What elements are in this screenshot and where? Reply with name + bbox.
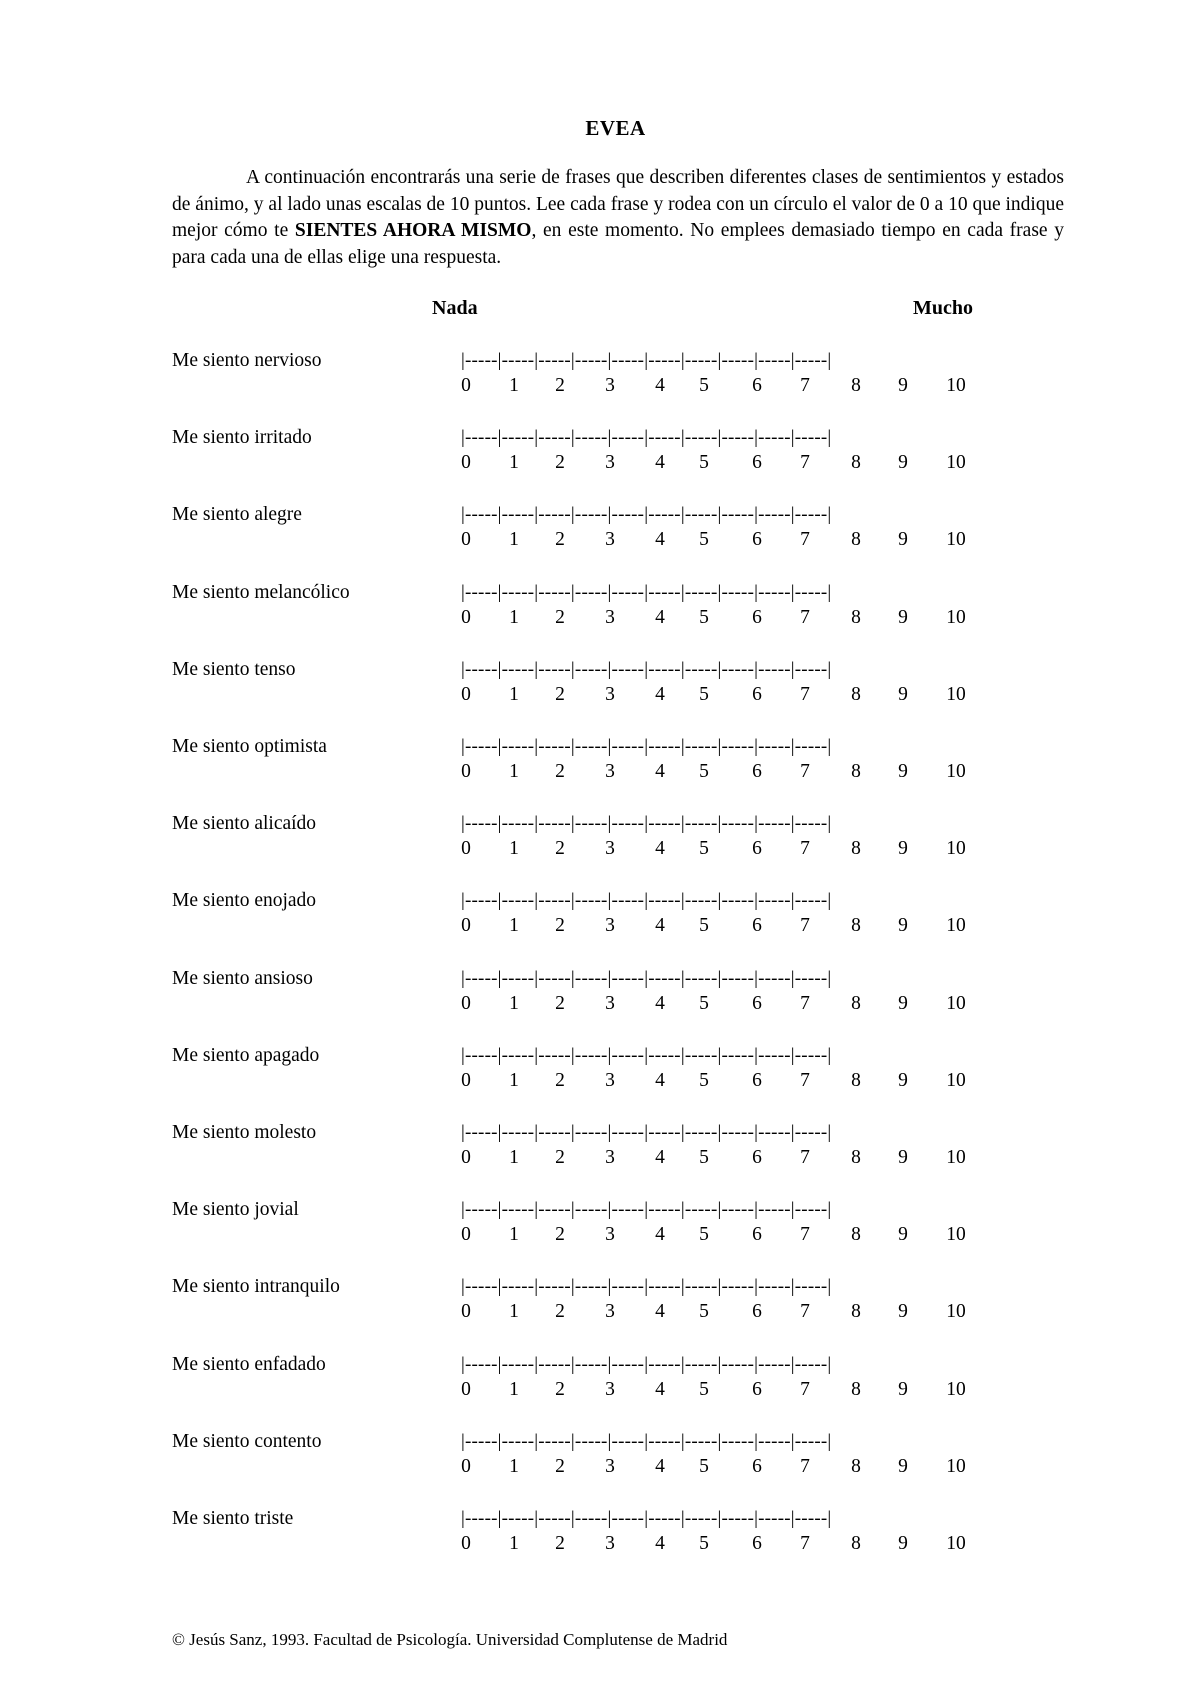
- rating-option-4[interactable]: 4: [655, 992, 665, 1014]
- rating-option-8[interactable]: 8: [851, 915, 861, 937]
- item-statement: Me siento apagado: [172, 1044, 320, 1066]
- rating-option-8[interactable]: 8: [851, 1533, 861, 1554]
- rating-option-1[interactable]: 1: [509, 915, 519, 937]
- rating-option-1[interactable]: 1: [509, 1378, 519, 1400]
- rating-scale-line: |-----|-----|-----|-----|-----|-----|-----|-----|-----|-----|: [461, 581, 832, 603]
- rating-option-6[interactable]: 6: [752, 452, 762, 474]
- item-statement: Me siento enojado: [172, 890, 317, 912]
- rating-option-2[interactable]: 2: [555, 992, 565, 1014]
- rating-option-3[interactable]: 3: [605, 915, 615, 937]
- item-statement: Me siento triste: [172, 1508, 294, 1529]
- rating-option-4[interactable]: 4: [655, 761, 665, 782]
- rating-option-2[interactable]: 2: [555, 1224, 565, 1246]
- scale-item-row: [0, 1276, 1200, 1346]
- rating-option-5[interactable]: 5: [699, 529, 709, 551]
- rating-option-7[interactable]: 7: [800, 375, 810, 396]
- rating-option-8[interactable]: 8: [851, 1069, 861, 1091]
- rating-option-9[interactable]: 9: [898, 683, 908, 705]
- rating-option-3[interactable]: 3: [605, 529, 615, 551]
- rating-option-10[interactable]: 10: [946, 761, 966, 782]
- rating-option-3[interactable]: 3: [605, 1533, 615, 1554]
- rating-option-0[interactable]: 0: [461, 838, 471, 860]
- scale-item-row: [0, 1508, 1200, 1578]
- rating-option-8[interactable]: 8: [851, 1147, 861, 1168]
- rating-option-4[interactable]: 4: [655, 375, 665, 396]
- scale-item-row: [0, 1045, 1200, 1115]
- rating-option-2[interactable]: 2: [555, 1147, 565, 1168]
- rating-option-5[interactable]: 5: [699, 606, 709, 628]
- rating-option-6[interactable]: 6: [752, 606, 762, 628]
- rating-option-5[interactable]: 5: [699, 683, 709, 705]
- rating-option-9[interactable]: 9: [898, 1301, 908, 1323]
- rating-scale-values: [0, 1070, 1200, 1096]
- rating-option-6[interactable]: 6: [752, 1533, 762, 1554]
- rating-option-10[interactable]: 10: [946, 529, 966, 551]
- rating-scale-values: [0, 838, 1200, 864]
- rating-option-8[interactable]: 8: [851, 992, 861, 1014]
- scale-item-row: [0, 1199, 1200, 1269]
- rating-option-6[interactable]: 6: [752, 1224, 762, 1246]
- rating-option-4[interactable]: 4: [655, 1533, 665, 1554]
- scale-low-label: Nada: [432, 297, 478, 319]
- rating-scale-values: [0, 915, 1200, 941]
- rating-option-7[interactable]: 7: [800, 1069, 810, 1091]
- rating-option-6[interactable]: 6: [752, 1069, 762, 1091]
- rating-option-8[interactable]: 8: [851, 606, 861, 628]
- rating-option-9[interactable]: 9: [898, 452, 908, 474]
- rating-option-0[interactable]: 0: [461, 1455, 471, 1477]
- rating-option-3[interactable]: 3: [605, 452, 615, 474]
- rating-scale-values: [0, 1533, 1200, 1559]
- rating-option-2[interactable]: 2: [555, 1378, 565, 1400]
- rating-option-7[interactable]: 7: [800, 1378, 810, 1400]
- rating-option-4[interactable]: 4: [655, 1147, 665, 1168]
- rating-scale-line: |-----|-----|-----|-----|-----|-----|-----|-----|-----|-----|: [461, 1199, 832, 1221]
- rating-option-6[interactable]: 6: [752, 915, 762, 937]
- rating-scale-values: [0, 1379, 1200, 1405]
- rating-option-5[interactable]: 5: [699, 1224, 709, 1246]
- rating-option-4[interactable]: 4: [655, 452, 665, 474]
- rating-option-10[interactable]: 10: [946, 1455, 966, 1477]
- rating-option-9[interactable]: 9: [898, 1533, 908, 1554]
- item-statement: Me siento tenso: [172, 658, 296, 680]
- scale-item-row: [0, 813, 1200, 883]
- rating-option-7[interactable]: 7: [800, 838, 810, 860]
- rating-option-7[interactable]: 7: [800, 992, 810, 1014]
- scale-item-row: [0, 350, 1200, 420]
- rating-scale-line: |-----|-----|-----|-----|-----|-----|-----|-----|-----|-----|: [461, 504, 832, 526]
- rating-option-2[interactable]: 2: [555, 375, 565, 396]
- rating-option-3[interactable]: 3: [605, 375, 615, 396]
- rating-option-4[interactable]: 4: [655, 915, 665, 937]
- rating-scale-line: |-----|-----|-----|-----|-----|-----|-----|-----|-----|-----|: [461, 1508, 832, 1529]
- item-statement: Me siento alegre: [172, 504, 302, 526]
- rating-option-9[interactable]: 9: [898, 1224, 908, 1246]
- rating-option-6[interactable]: 6: [752, 529, 762, 551]
- rating-option-2[interactable]: 2: [555, 683, 565, 705]
- rating-option-7[interactable]: 7: [800, 1301, 810, 1323]
- rating-scale-line: |-----|-----|-----|-----|-----|-----|-----|-----|-----|-----|: [461, 350, 832, 371]
- scale-item-row: [0, 1122, 1200, 1192]
- rating-option-6[interactable]: 6: [752, 992, 762, 1014]
- rating-option-5[interactable]: 5: [699, 915, 709, 937]
- rating-option-1[interactable]: 1: [509, 606, 519, 628]
- rating-scale-line: |-----|-----|-----|-----|-----|-----|-----|-----|-----|-----|: [461, 1122, 832, 1143]
- rating-option-0[interactable]: 0: [461, 529, 471, 551]
- instructions-text-start: A continuación encontrarás una serie de frases que describen diferentes clases de sentimientos y estados de ánimo, y al lado unas escalas de 10 puntos. Lee cada frase y rodea con un círculo el valor de 0 a 10 que indique mejor cómo te: [172, 167, 1064, 241]
- item-statement: Me siento optimista: [172, 736, 327, 757]
- rating-scale-line: |-----|-----|-----|-----|-----|-----|-----|-----|-----|-----|: [461, 890, 832, 912]
- copyright-footer: © Jesús Sanz, 1993. Facultad de Psicología. Universidad Complutense de Madrid: [172, 1630, 728, 1649]
- rating-option-3[interactable]: 3: [605, 1224, 615, 1246]
- rating-option-4[interactable]: 4: [655, 1301, 665, 1323]
- rating-scale-values: [0, 607, 1200, 633]
- rating-option-10[interactable]: 10: [946, 375, 966, 396]
- scale-item-row: [0, 504, 1200, 574]
- scale-item-row: [0, 582, 1200, 652]
- rating-option-3[interactable]: 3: [605, 1069, 615, 1091]
- instructions-text-end: , en este momento. No emplees demasiado tiempo en cada frase y para cada una de ellas elige una respuesta.: [172, 220, 1064, 268]
- rating-option-1[interactable]: 1: [509, 529, 519, 551]
- rating-scale-line: |-----|-----|-----|-----|-----|-----|-----|-----|-----|-----|: [461, 427, 832, 449]
- rating-option-4[interactable]: 4: [655, 529, 665, 551]
- rating-option-10[interactable]: 10: [946, 1378, 966, 1400]
- item-statement: Me siento molesto: [172, 1122, 317, 1143]
- rating-option-3[interactable]: 3: [605, 992, 615, 1014]
- rating-option-0[interactable]: 0: [461, 761, 471, 782]
- rating-option-8[interactable]: 8: [851, 683, 861, 705]
- rating-option-2[interactable]: 2: [555, 529, 565, 551]
- rating-option-1[interactable]: 1: [509, 1301, 519, 1323]
- rating-option-0[interactable]: 0: [461, 1301, 471, 1323]
- rating-option-4[interactable]: 4: [655, 683, 665, 705]
- rating-option-5[interactable]: 5: [699, 838, 709, 860]
- rating-option-8[interactable]: 8: [851, 529, 861, 551]
- item-statement: Me siento jovial: [172, 1199, 299, 1221]
- rating-option-10[interactable]: 10: [946, 606, 966, 628]
- rating-option-1[interactable]: 1: [509, 1147, 519, 1168]
- rating-option-3[interactable]: 3: [605, 761, 615, 782]
- rating-option-8[interactable]: 8: [851, 1224, 861, 1246]
- rating-option-4[interactable]: 4: [655, 1069, 665, 1091]
- rating-scale-values: [0, 1147, 1200, 1173]
- page-title: EVEA: [585, 116, 646, 140]
- rating-option-4[interactable]: 4: [655, 1455, 665, 1477]
- rating-option-10[interactable]: 10: [946, 838, 966, 860]
- rating-scale-line: |-----|-----|-----|-----|-----|-----|-----|-----|-----|-----|: [461, 1353, 832, 1375]
- rating-option-1[interactable]: 1: [509, 1069, 519, 1091]
- rating-option-2[interactable]: 2: [555, 606, 565, 628]
- rating-option-7[interactable]: 7: [800, 529, 810, 551]
- rating-scale-line: |-----|-----|-----|-----|-----|-----|-----|-----|-----|-----|: [461, 1044, 832, 1066]
- rating-option-0[interactable]: 0: [461, 452, 471, 474]
- rating-option-6[interactable]: 6: [752, 683, 762, 705]
- rating-option-5[interactable]: 5: [699, 1455, 709, 1477]
- rating-option-3[interactable]: 3: [605, 606, 615, 628]
- item-statement: Me siento intranquilo: [172, 1276, 340, 1298]
- rating-option-5[interactable]: 5: [699, 1147, 709, 1168]
- rating-option-1[interactable]: 1: [509, 761, 519, 782]
- scale-item-row: [0, 1354, 1200, 1424]
- rating-option-7[interactable]: 7: [800, 915, 810, 937]
- item-statement: Me siento irritado: [172, 427, 312, 449]
- rating-option-3[interactable]: 3: [605, 1455, 615, 1477]
- rating-option-8[interactable]: 8: [851, 1301, 861, 1323]
- rating-option-1[interactable]: 1: [509, 1224, 519, 1246]
- rating-option-5[interactable]: 5: [699, 375, 709, 396]
- rating-option-5[interactable]: 5: [699, 1533, 709, 1554]
- rating-option-8[interactable]: 8: [851, 375, 861, 396]
- rating-option-0[interactable]: 0: [461, 683, 471, 705]
- instructions-emphasis: SIENTES AHORA MISMO: [294, 220, 532, 241]
- rating-scale-values: [0, 375, 1200, 401]
- rating-option-9[interactable]: 9: [898, 529, 908, 551]
- rating-option-9[interactable]: 9: [898, 375, 908, 396]
- scale-item-row: [0, 1431, 1200, 1501]
- rating-option-7[interactable]: 7: [800, 1147, 810, 1168]
- rating-scale-values: [0, 761, 1200, 787]
- item-statement: Me siento melancólico: [172, 581, 350, 603]
- rating-scale-line: |-----|-----|-----|-----|-----|-----|-----|-----|-----|-----|: [461, 658, 832, 680]
- rating-option-0[interactable]: 0: [461, 1147, 471, 1168]
- rating-option-7[interactable]: 7: [800, 761, 810, 782]
- rating-option-2[interactable]: 2: [555, 1455, 565, 1477]
- rating-option-1[interactable]: 1: [509, 838, 519, 860]
- rating-option-6[interactable]: 6: [752, 761, 762, 782]
- rating-option-10[interactable]: 10: [946, 1069, 966, 1091]
- rating-option-8[interactable]: 8: [851, 1378, 861, 1400]
- rating-option-1[interactable]: 1: [509, 375, 519, 396]
- rating-option-1[interactable]: 1: [509, 992, 519, 1014]
- rating-option-1[interactable]: 1: [509, 1455, 519, 1477]
- rating-option-2[interactable]: 2: [555, 915, 565, 937]
- rating-scale-line: |-----|-----|-----|-----|-----|-----|-----|-----|-----|-----|: [461, 1276, 832, 1298]
- item-statement: Me siento ansioso: [172, 967, 313, 989]
- rating-option-6[interactable]: 6: [752, 1147, 762, 1168]
- rating-option-9[interactable]: 9: [898, 1069, 908, 1091]
- rating-option-9[interactable]: 9: [898, 1378, 908, 1400]
- rating-option-4[interactable]: 4: [655, 1224, 665, 1246]
- rating-scale-line: |-----|-----|-----|-----|-----|-----|-----|-----|-----|-----|: [461, 736, 832, 757]
- rating-option-5[interactable]: 5: [699, 452, 709, 474]
- rating-option-5[interactable]: 5: [699, 1301, 709, 1323]
- rating-option-4[interactable]: 4: [655, 838, 665, 860]
- rating-scale-line: |-----|-----|-----|-----|-----|-----|-----|-----|-----|-----|: [461, 1430, 832, 1452]
- rating-option-1[interactable]: 1: [509, 452, 519, 474]
- rating-option-10[interactable]: 10: [946, 992, 966, 1014]
- rating-option-9[interactable]: 9: [898, 1455, 908, 1477]
- rating-option-2[interactable]: 2: [555, 1069, 565, 1091]
- rating-option-6[interactable]: 6: [752, 1378, 762, 1400]
- rating-option-7[interactable]: 7: [800, 683, 810, 705]
- rating-option-8[interactable]: 8: [851, 452, 861, 474]
- rating-option-6[interactable]: 6: [752, 1301, 762, 1323]
- rating-option-3[interactable]: 3: [605, 1301, 615, 1323]
- rating-scale-values: [0, 684, 1200, 710]
- rating-option-7[interactable]: 7: [800, 1533, 810, 1554]
- scale-item-row: [0, 736, 1200, 806]
- rating-option-7[interactable]: 7: [800, 1455, 810, 1477]
- rating-option-10[interactable]: 10: [946, 1224, 966, 1246]
- rating-scale-line: |-----|-----|-----|-----|-----|-----|-----|-----|-----|-----|: [461, 813, 832, 835]
- rating-option-3[interactable]: 3: [605, 1378, 615, 1400]
- rating-option-9[interactable]: 9: [898, 761, 908, 782]
- rating-option-6[interactable]: 6: [752, 375, 762, 396]
- rating-option-2[interactable]: 2: [555, 1533, 565, 1554]
- rating-option-0[interactable]: 0: [461, 1533, 471, 1554]
- rating-option-8[interactable]: 8: [851, 1455, 861, 1477]
- rating-scale-values: [0, 529, 1200, 555]
- rating-option-6[interactable]: 6: [752, 1455, 762, 1477]
- rating-scale-line: |-----|-----|-----|-----|-----|-----|-----|-----|-----|-----|: [461, 967, 832, 989]
- rating-scale-values: [0, 1456, 1200, 1482]
- scale-item-row: [0, 968, 1200, 1038]
- rating-option-10[interactable]: 10: [946, 452, 966, 474]
- rating-option-5[interactable]: 5: [699, 992, 709, 1014]
- rating-option-0[interactable]: 0: [461, 606, 471, 628]
- rating-option-0[interactable]: 0: [461, 1224, 471, 1246]
- item-statement: Me siento enfadado: [172, 1353, 326, 1375]
- rating-option-1[interactable]: 1: [509, 683, 519, 705]
- rating-option-9[interactable]: 9: [898, 1147, 908, 1168]
- rating-option-5[interactable]: 5: [699, 761, 709, 782]
- rating-option-3[interactable]: 3: [605, 683, 615, 705]
- rating-option-0[interactable]: 0: [461, 1378, 471, 1400]
- rating-option-7[interactable]: 7: [800, 606, 810, 628]
- instructions-paragraph: [172, 165, 1064, 271]
- rating-option-10[interactable]: 10: [946, 1301, 966, 1323]
- scale-item-row: [0, 890, 1200, 960]
- rating-option-2[interactable]: 2: [555, 1301, 565, 1323]
- scale-item-row: [0, 659, 1200, 729]
- rating-option-3[interactable]: 3: [605, 1147, 615, 1168]
- rating-option-9[interactable]: 9: [898, 606, 908, 628]
- rating-option-2[interactable]: 2: [555, 452, 565, 474]
- scale-item-row: [0, 427, 1200, 497]
- rating-option-7[interactable]: 7: [800, 452, 810, 474]
- rating-scale-values: [0, 1301, 1200, 1327]
- rating-option-10[interactable]: 10: [946, 683, 966, 705]
- rating-option-9[interactable]: 9: [898, 992, 908, 1014]
- rating-option-0[interactable]: 0: [461, 1069, 471, 1091]
- rating-option-9[interactable]: 9: [898, 915, 908, 937]
- rating-option-10[interactable]: 10: [946, 915, 966, 937]
- rating-option-3[interactable]: 3: [605, 838, 615, 860]
- rating-scale-values: [0, 993, 1200, 1019]
- rating-option-10[interactable]: 10: [946, 1147, 966, 1168]
- rating-scale-values: [0, 1224, 1200, 1250]
- rating-option-8[interactable]: 8: [851, 761, 861, 782]
- rating-option-5[interactable]: 5: [699, 1069, 709, 1091]
- rating-option-0[interactable]: 0: [461, 915, 471, 937]
- rating-option-2[interactable]: 2: [555, 761, 565, 782]
- rating-option-1[interactable]: 1: [509, 1533, 519, 1554]
- rating-option-2[interactable]: 2: [555, 838, 565, 860]
- scale-high-label: Mucho: [913, 297, 973, 319]
- item-statement: Me siento contento: [172, 1430, 322, 1452]
- rating-option-10[interactable]: 10: [946, 1533, 966, 1554]
- rating-option-0[interactable]: 0: [461, 375, 471, 396]
- rating-option-4[interactable]: 4: [655, 1378, 665, 1400]
- rating-option-4[interactable]: 4: [655, 606, 665, 628]
- rating-option-9[interactable]: 9: [898, 838, 908, 860]
- rating-option-6[interactable]: 6: [752, 838, 762, 860]
- rating-option-5[interactable]: 5: [699, 1378, 709, 1400]
- rating-scale-values: [0, 452, 1200, 478]
- rating-option-0[interactable]: 0: [461, 992, 471, 1014]
- item-statement: Me siento alicaído: [172, 813, 317, 835]
- rating-option-8[interactable]: 8: [851, 838, 861, 860]
- item-statement: Me siento nervioso: [172, 350, 322, 371]
- rating-option-7[interactable]: 7: [800, 1224, 810, 1246]
